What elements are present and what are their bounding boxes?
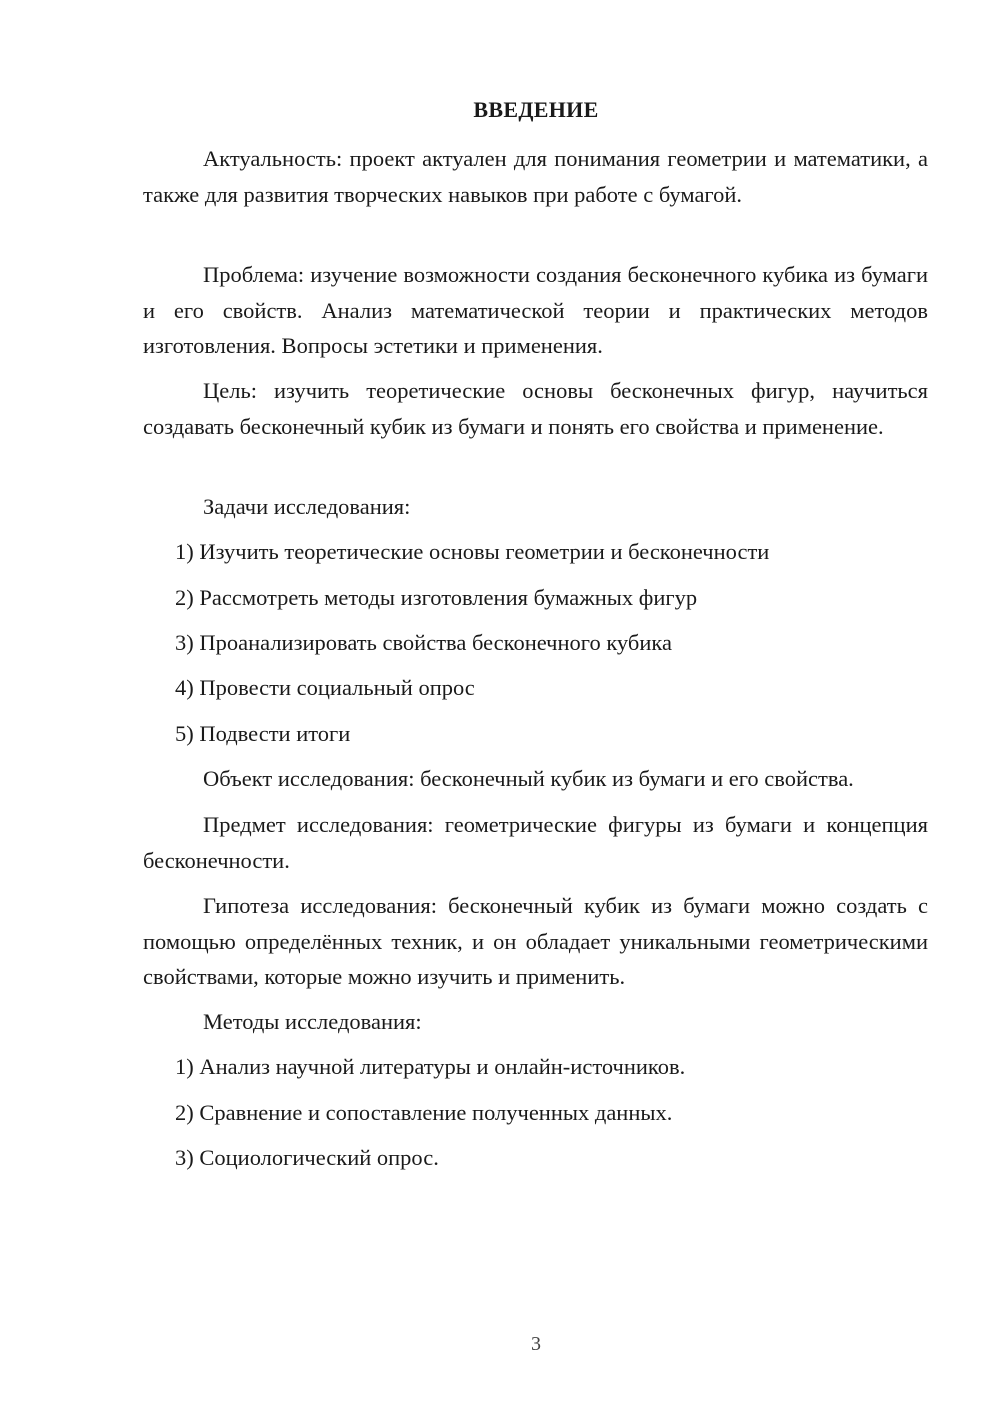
hypothesis-paragraph: Гипотеза исследования: бесконечный кубик из бумаги можно создать с помощью определённых техник, и он обладает уникальными геометрическими свойствами, которые можно изучить и применить. [143,893,928,989]
task-item: 1) Изучить теоретические основы геометрии и бесконечности [175,539,770,564]
relevance-paragraph: Актуальность: проект актуален для понимания геометрии и математики, а также для развития творческих навыков при работе с бумагой. [143,146,928,207]
method-item: 1) Анализ научной литературы и онлайн-источников. [175,1054,686,1079]
task-item: 4) Провести социальный опрос [175,675,475,700]
page-title: ВВЕДЕНИЕ [473,97,599,122]
problem-paragraph: Проблема: изучение возможности создания бесконечного кубика из бумаги и его свойств. Анализ математической теории и практических методов изготовления. Вопросы эстетики и применения. [143,262,928,358]
object-paragraph: Объект исследования: бесконечный кубик из бумаги и его свойства. [203,766,854,791]
task-item: 2) Рассмотреть методы изготовления бумажных фигур [175,585,698,610]
method-item: 3) Социологический опрос. [175,1145,439,1170]
task-item: 5) Подвести итоги [175,721,351,746]
page-number: 3 [531,1333,541,1355]
goal-paragraph: Цель: изучить теоретические основы бесконечных фигур, научиться создавать бесконечный кубик из бумаги и понять его свойства и применение. [143,378,928,439]
tasks-heading: Задачи исследования: [203,494,411,519]
subject-paragraph: Предмет исследования: геометрические фигуры из бумаги и концепция бесконечности. [143,812,928,873]
method-item: 2) Сравнение и сопоставление полученных данных. [175,1100,673,1125]
task-item: 3) Проанализировать свойства бесконечного кубика [175,630,672,655]
methods-heading: Методы исследования: [203,1009,422,1034]
